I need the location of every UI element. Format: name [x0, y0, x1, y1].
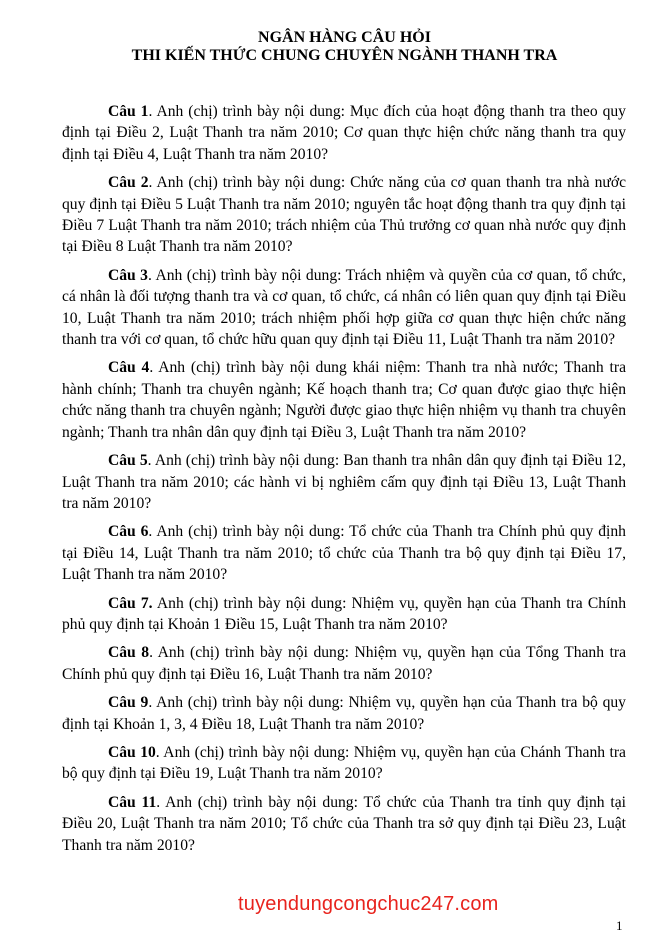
question-number-separator: .: [148, 694, 153, 712]
question-text: Anh (chị) trình bày nội dung: Ban thanh tra nhân dân quy định tại Điều 12, Luật Thanh tra năm 2010; các hành vi bị nghiêm cấm quy định tại Điều 13, Luật Thanh tra năm 2010?: [62, 452, 626, 512]
question-number: Câu 2: [108, 174, 149, 192]
question-number: Câu 7.: [108, 594, 153, 612]
question-text: Anh (chị) trình bày nội dung: Nhiệm vụ, quyền hạn của Tổng Thanh tra Chính phủ quy định tại Điều 16, Luật Thanh tra năm 2010?: [62, 644, 626, 683]
question-number: Câu 1: [108, 103, 149, 120]
question-number: Câu 10: [108, 743, 156, 761]
site-watermark: tuyendungcongchuc247.com: [238, 893, 499, 915]
question-number-separator: .: [147, 266, 152, 284]
question-number-separator: .: [148, 174, 153, 192]
question-item: [62, 692, 626, 735]
question-number: Câu 8: [108, 644, 150, 662]
question-number-separator: .: [147, 452, 152, 470]
question-number: Câu 9: [108, 694, 149, 712]
question-item: [62, 593, 626, 636]
question-item: [62, 172, 626, 258]
page-number: 1: [616, 918, 623, 933]
question-number-separator: .: [148, 103, 153, 120]
question-text: Anh (chị) trình bày nội dung: Nhiệm vụ, quyền hạn của Chánh Thanh tra bộ quy định tại Điều 19, Luật Thanh tra năm 2010?: [62, 743, 626, 783]
question-number-separator: .: [149, 359, 154, 377]
question-item: [62, 521, 626, 585]
question-number: Câu 11: [108, 793, 157, 811]
question-number-separator: .: [155, 743, 160, 761]
question-item: [62, 101, 626, 165]
question-text: Anh (chị) trình bày nội dung: Tổ chức của Thanh tra tỉnh quy định tại Điều 20, Luật Thanh tra năm 2010; Tổ chức của Thanh tra sở quy định tại Điều 23, Luật Thanh tra năm 2010?: [62, 793, 626, 854]
question-text: Anh (chị) trình bày nội dung: Trách nhiệm và quyền của cơ quan, tổ chức, cá nhân là đối tượng thanh tra và cơ quan, tổ chức, cá nhân có liên quan quy định tại Điều 10, Luật Thanh tra năm 2010; trách nhiệm phối hợp giữa cơ quan thực hiện chức năng thanh tra với cơ quan, tổ chức hữu quan quy định tại Điều 11, Luật Thanh tra năm 2010?: [62, 266, 626, 349]
question-number: Câu 6: [108, 523, 149, 541]
question-item: [62, 450, 626, 514]
question-text: Anh (chị) trình bày nội dung: Nhiệm vụ, quyền hạn của Thanh tra bộ quy định tại Khoản 1, 3, 4 Điều 18, Luật Thanh tra năm 2010?: [62, 694, 626, 733]
question-number: Câu 3: [108, 266, 148, 284]
question-list: [62, 101, 626, 863]
document-title-line-1: NGÂN HÀNG CÂU HỎI: [258, 29, 431, 46]
question-text: Anh (chị) trình bày nội dung: Chức năng của cơ quan thanh tra nhà nước quy định tại Điều 5 Luật Thanh tra năm 2010; nguyên tắc hoạt động thanh tra quy định tại Điều 7 Luật Thanh tra năm 2010; trách nhiệm của Thủ trưởng cơ quan nhà nước quy định tại Điều 8 Luật Thanh tra năm 2010?: [62, 174, 626, 256]
question-text: Anh (chị) trình bày nội dung: Nhiệm vụ, quyền hạn của Thanh tra Chính phủ quy định tại Khoản 1 Điều 15, Luật Thanh tra năm 2010?: [62, 594, 626, 633]
question-number-separator: .: [148, 523, 153, 541]
question-item: [62, 642, 626, 685]
question-text: Anh (chị) trình bày nội dung: Mục đích của hoạt động thanh tra theo quy định tại Điều 2, Luật Thanh tra năm 2010; Cơ quan thực hiện chức năng thanh tra quy định tại Điều 4, Luật Thanh tra năm 2010?: [62, 103, 626, 163]
question-item: [62, 265, 626, 351]
question-number: Câu 4: [108, 359, 150, 377]
question-item: [62, 357, 626, 443]
document-title-line-2: THI KIẾN THỨC CHUNG CHUYÊN NGÀNH THANH TRA: [131, 47, 558, 64]
question-text: Anh (chị) trình bày nội dung khái niệm: Thanh tra nhà nước; Thanh tra hành chính; Thanh tra chuyên ngành; Kế hoạch thanh tra; Cơ quan được giao thực hiện chức năng thanh tra chuyên ngành; Người được giao thực hiện nhiệm vụ thanh tra chuyên ngành; Thanh tra nhân dân quy định tại Điều 3, Luật Thanh tra năm 2010?: [62, 359, 626, 441]
question-number: Câu 5: [108, 452, 148, 470]
question-number-separator: .: [156, 793, 161, 811]
question-number-separator: .: [149, 644, 153, 662]
question-text: Anh (chị) trình bày nội dung: Tổ chức của Thanh tra Chính phủ quy định tại Điều 14, Luật Thanh tra năm 2010; tổ chức của Thanh tra bộ quy định tại Điều 17, Luật Thanh tra năm 2010?: [62, 523, 626, 584]
question-item: [62, 742, 626, 785]
question-item: [62, 792, 626, 856]
